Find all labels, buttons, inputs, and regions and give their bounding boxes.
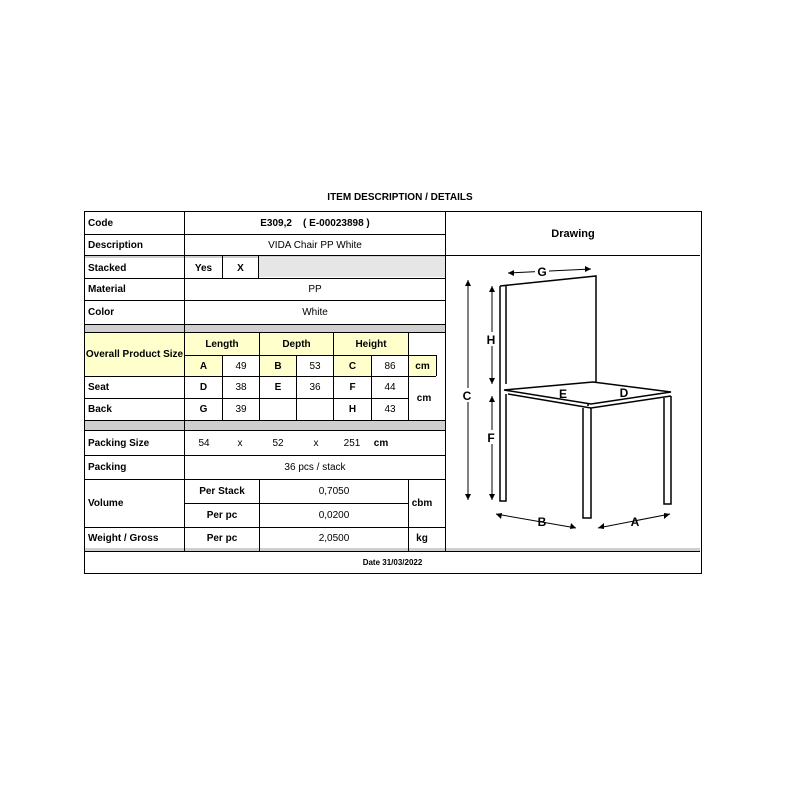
overall-key-c: C <box>348 360 357 372</box>
volume-per-pc-value: 0,0200 <box>318 510 350 521</box>
dim-label-b: B <box>537 515 547 529</box>
color-value: White <box>302 307 328 318</box>
packing-size-unit: cm <box>373 437 389 449</box>
weight-label: Weight / Gross <box>88 532 159 544</box>
seat-e-value: 36 <box>309 382 321 393</box>
volume-label: Volume <box>88 498 124 509</box>
depth-header: Depth <box>282 338 311 350</box>
chair-dimension-drawing <box>446 256 700 548</box>
packing-label: Packing <box>88 462 127 473</box>
weight-unit: kg <box>416 532 428 544</box>
packing-size-height: 251 <box>343 437 361 449</box>
description-label: Description <box>88 239 144 251</box>
page-title: ITEM DESCRIPTION / DETAILS <box>327 192 473 203</box>
packing-size-x2: x <box>313 437 319 449</box>
weight-per-pc-label: Per pc <box>206 532 238 544</box>
seat-label: Seat <box>88 382 110 393</box>
overall-size-label: Overall Product Size <box>85 349 184 360</box>
seat-key-e: E <box>274 382 282 393</box>
dim-label-g: G <box>537 265 547 279</box>
overall-key-b: B <box>274 360 282 372</box>
stacked-mark: X <box>237 262 244 274</box>
back-g-value: 39 <box>235 404 247 415</box>
volume-per-stack-value: 0,7050 <box>318 486 350 497</box>
dim-label-a: A <box>630 515 640 529</box>
packing-size-x1: x <box>237 437 243 449</box>
material-value: PP <box>308 284 322 295</box>
packing-value: 36 pcs / stack <box>284 462 346 473</box>
overall-length-value: 49 <box>235 360 247 372</box>
height-header: Height <box>355 338 387 350</box>
back-h-value: 43 <box>384 404 396 415</box>
stacked-label: Stacked <box>88 262 127 274</box>
code-label: Code <box>88 217 113 229</box>
dim-label-e: E <box>558 387 568 401</box>
seat-f-value: 44 <box>384 382 396 393</box>
seat-back-unit: cm <box>416 393 432 404</box>
volume-per-stack-label: Per Stack <box>199 486 245 497</box>
overall-key-a: A <box>199 360 208 372</box>
description-value: VIDA Chair PP White <box>268 239 362 251</box>
packing-size-length: 54 <box>198 437 210 449</box>
back-key-h: H <box>348 404 357 415</box>
overall-depth-value: 53 <box>309 360 321 372</box>
seat-key-f: F <box>349 382 356 393</box>
back-label: Back <box>88 404 112 415</box>
drawing-title: Drawing <box>551 227 595 240</box>
dim-label-c: C <box>462 389 472 403</box>
packing-size-width: 52 <box>272 437 284 449</box>
back-key-g: G <box>199 404 208 415</box>
volume-per-pc-label: Per pc <box>206 510 238 521</box>
overall-unit: cm <box>415 360 430 372</box>
packing-size-label: Packing Size <box>88 437 150 449</box>
dim-label-f: F <box>487 431 495 445</box>
color-label: Color <box>88 307 115 318</box>
code-value: E309,2 ( E-00023898 ) <box>260 217 370 229</box>
stacked-yes: Yes <box>194 262 213 274</box>
dim-label-d: D <box>619 386 629 400</box>
seat-d-value: 38 <box>235 382 247 393</box>
dim-label-h: H <box>486 333 496 347</box>
length-header: Length <box>205 338 239 350</box>
material-label: Material <box>88 284 126 295</box>
volume-unit: cbm <box>411 498 433 509</box>
date-footer: Date 31/03/2022 <box>362 557 423 567</box>
overall-height-value: 86 <box>384 360 396 372</box>
seat-key-d: D <box>199 382 208 393</box>
weight-value: 2,0500 <box>318 532 350 544</box>
